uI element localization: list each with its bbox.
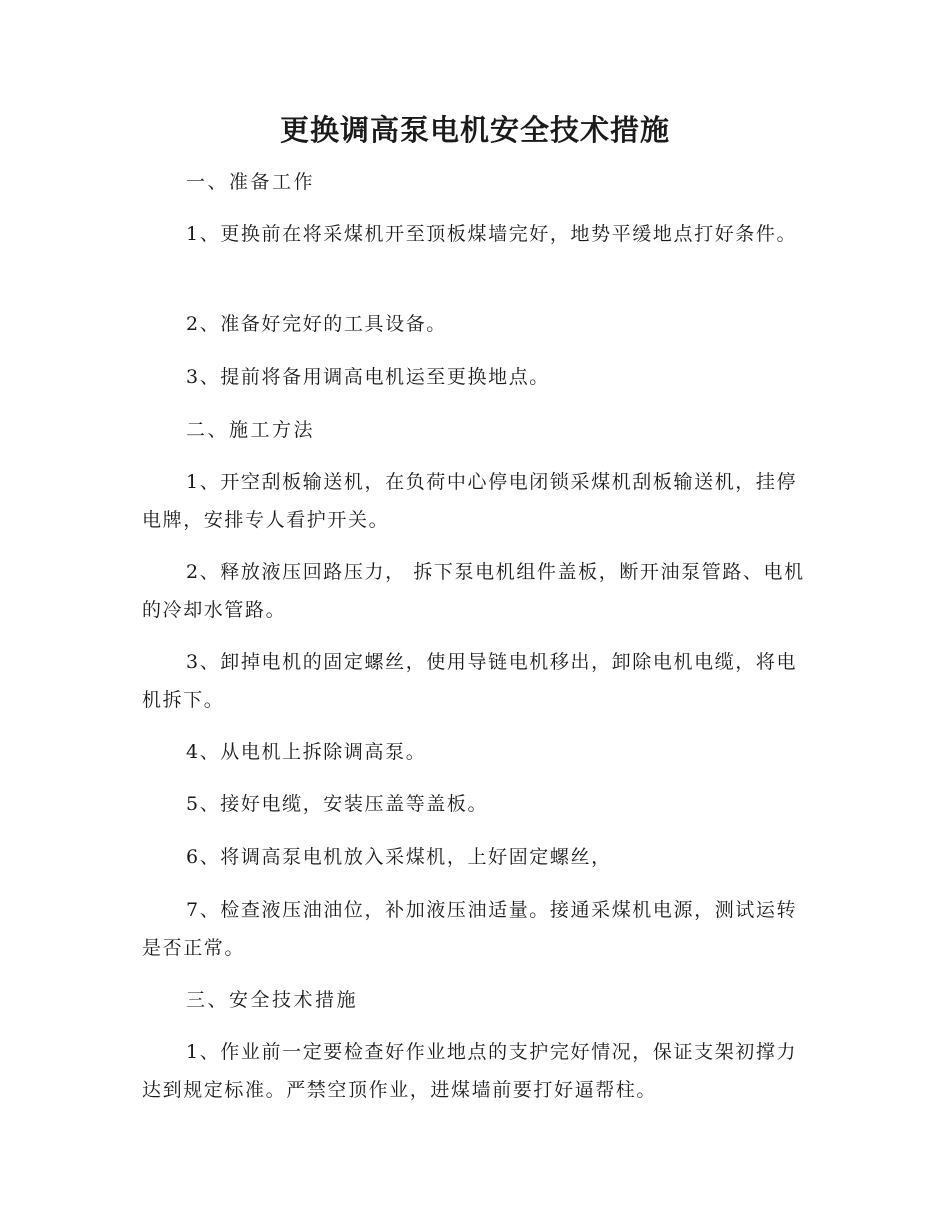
section-heading-safety-measures: 三、安全技术措施 — [186, 989, 359, 1011]
paragraph: 2、准备好完好的工具设备。 — [186, 313, 447, 335]
document-title: 更换调高泵电机安全技术措施 — [279, 113, 670, 147]
paragraph: 3、卸掉电机的固定螺丝，使用导链电机移出，卸除电机电缆，将电机拆下。 — [142, 651, 798, 711]
paragraph: 2、释放液压回路压力， 拆下泵电机组件盖板，断开油泵管路、电机的冷却水管路。 — [142, 561, 805, 621]
paragraph: 1、更换前在将采煤机开至顶板煤墙完好，地势平缓地点打好条件。 — [186, 223, 798, 245]
paragraph: 4、从电机上拆除调高泵。 — [186, 741, 427, 763]
section-heading-preparation: 一、准备工作 — [186, 171, 316, 193]
paragraph: 1、开空刮板输送机，在负荷中心停电闭锁采煤机刮板输送机，挂停电牌，安排专人看护开关。 — [142, 471, 798, 531]
section-heading-construction-method: 二、施工方法 — [186, 419, 316, 441]
paragraph: 1、作业前一定要检查好作业地点的支护完好情况，保证支架初撑力达到规定标准。严禁空顶作业，进煤墙前要打好逼帮柱。 — [142, 1041, 798, 1101]
paragraph: 5、接好电缆，安装压盖等盖板。 — [186, 793, 489, 815]
paragraph: 6、将调高泵电机放入采煤机，上好固定螺丝， — [186, 846, 612, 868]
paragraph: 7、检查液压油油位，补加液压油适量。接通采煤机电源，测试运转是否正常。 — [142, 899, 798, 959]
paragraph: 3、提前将备用调高电机运至更换地点。 — [186, 366, 550, 388]
